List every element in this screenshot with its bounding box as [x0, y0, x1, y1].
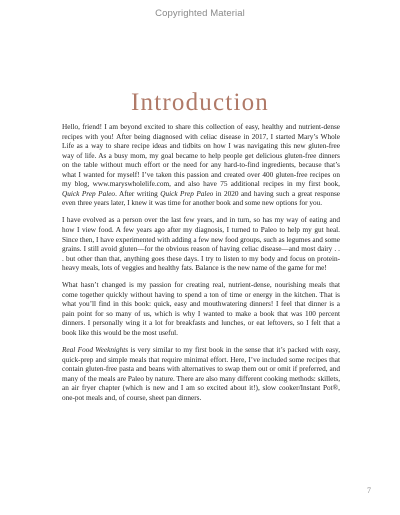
copyright-watermark: Copyrighted Material: [155, 8, 245, 19]
chapter-title: Introduction: [131, 88, 269, 116]
page-number: 7: [367, 486, 371, 495]
paragraph: Real Food Weeknights is very similar to my first book in the sense that it’s packed with easy, quick-prep and simple meals that require minimal effort. Here, I’ve included some recipes that contain gluten-free pasta and beans with alternatives to swap them out or omit if preferred, and many of the meals are Paleo by nature. There are also many different cooking methods: skillets, an air fryer chapter (which is new and I am so excited about it!), slow cooker/Instant Pot®, one-pot meals and, of course, sheet pan dinners.: [62, 345, 341, 402]
body-text: [62, 123, 340, 403]
paragraph: I have evolved as a person over the last few years, and in turn, so has my way of eating and how I view food. A few years ago after my diagnosis, I turned to Paleo to help my gut heal. Since then, I have experimented with adding a few new food groups, such as legumes and some grains. I still avoid gluten—for the obvious reason of having celiac disease—and most dairy . . . but other than that, anything goes these days. I try to listen to my body and focus on protein-heavy meals, lots of veggies and healthy fats. Balance is the new name of the game for me!: [62, 216, 340, 273]
paragraph: What hasn’t changed is my passion for creating real, nutrient-dense, nourishing meals that come together quickly without having to spend a ton of time or energy in the kitchen. That is what you’ll find in this book: quick, easy and mouthwatering dinners! I feel that dinner is a pain point for so many of us, which is why I wanted to make a book that was 100 percent dinners. I personally wing it a lot for breakfasts and lunches, or eat leftovers, so I felt that a book like this would be the most useful.: [62, 281, 340, 337]
paragraph: Hello, friend! I am beyond excited to share this collection of easy, healthy and nutrient-dense recipes with you! After being diagnosed with celiac disease in 2017, I started Mary’s Whole Life as a way to share recipe ideas and tidbits on how I was navigating this new gluten-free way of life. As a busy mom, my goal became to help people get delicious gluten-free dinners on the table without much effort or the need for any hard-to-find ingredients, because that’s what I wanted for myself! I’ve taken this passion and created over 400 gluten-free recipes on my blog, www.maryswholelife.com, and also have 75 additional recipes in my first book, Quick Prep Paleo. After writing Quick Prep Paleo in 2020 and having such a great response even three years later, I knew it was time for another book and some new options for you.: [62, 123, 341, 208]
